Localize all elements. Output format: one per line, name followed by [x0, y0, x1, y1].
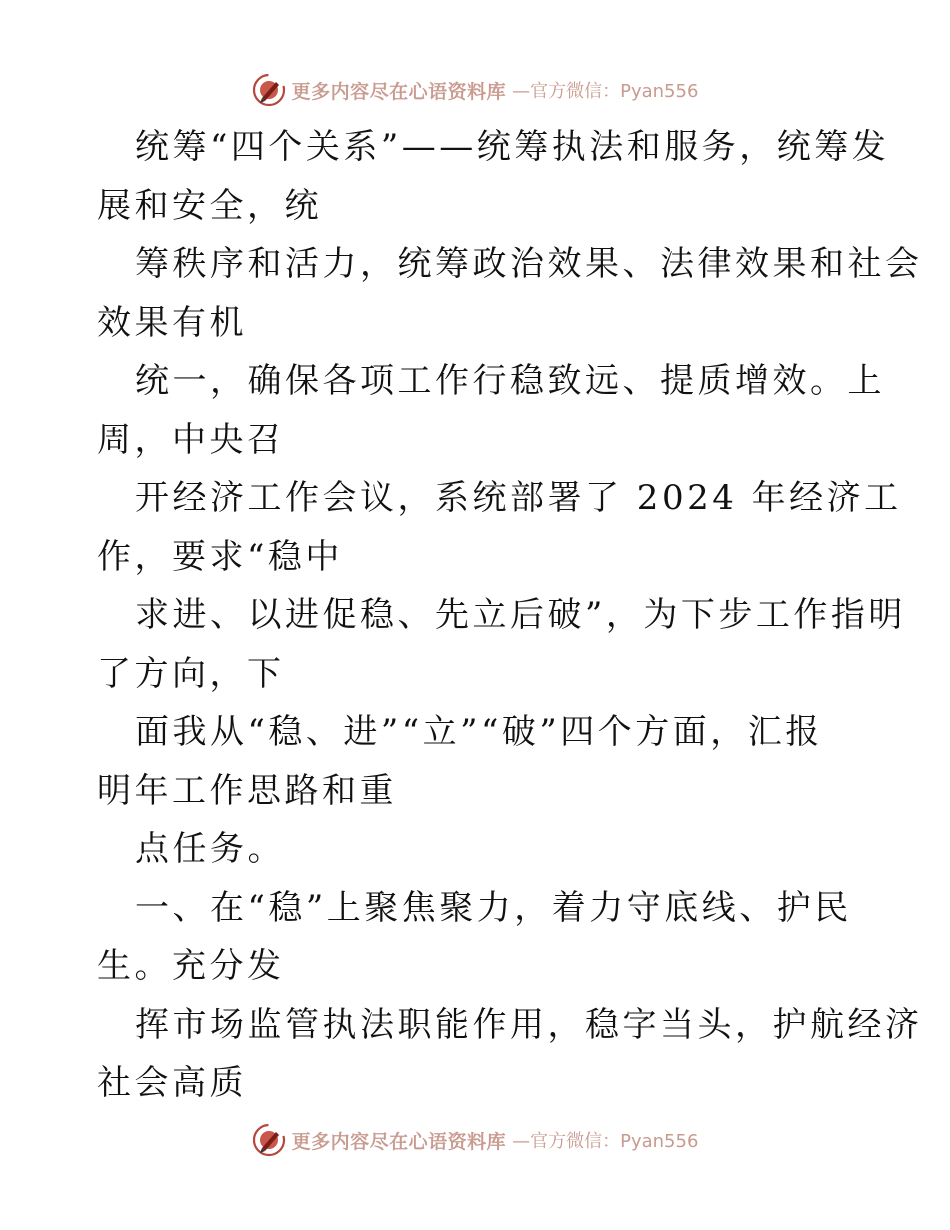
body-line: 一、在“稳”上聚焦聚力，着力守底线、护民 [135, 887, 852, 928]
footer-watermark [0, 1120, 950, 1160]
body-line: 统筹“四个关系”——统筹执法和服务，统筹发 [135, 127, 890, 167]
watermark-main-text: 更多内容尽在心语资料库 [291, 1130, 507, 1153]
body-line: 挥市场监管执法职能作用，稳字当头，护航经济 [135, 1004, 923, 1045]
pen-logo-icon [252, 1123, 286, 1157]
body-line: 效果有机 [97, 302, 247, 343]
body-line: 筹秩序和活力，统筹政治效果、法律效果和社会 [135, 244, 923, 284]
body-line: 点任务。 [135, 829, 285, 869]
body-line: 生。充分发 [97, 946, 285, 986]
body-line: 展和安全，统 [97, 185, 322, 226]
body-line: 了方向，下 [97, 653, 285, 694]
body-line: 求进、以进促稳、先立后破”，为下步工作指明 [135, 595, 906, 635]
document-body [97, 118, 923, 1113]
body-line: 统一，确保各项工作行稳致远、提质增效。上 [135, 361, 885, 401]
body-line: 明年工作思路和重 [97, 770, 397, 811]
body-line: 面我从“稳、进”“立”“破”四个方面，汇报 [135, 712, 823, 752]
watermark-sub-text: —官方微信：Pyan556 [512, 1131, 699, 1152]
header-watermark [0, 70, 950, 110]
watermark-main-text: 更多内容尽在心语资料库 [291, 80, 507, 103]
body-line: 社会高质 [97, 1063, 247, 1103]
body-line: 周，中央召 [97, 419, 285, 460]
pen-logo-icon [252, 73, 286, 107]
body-line: 作，要求“稳中 [97, 536, 343, 577]
body-line: 开经济工作会议，系统部署了 2024 年经济工 [135, 478, 902, 518]
watermark-sub-text: —官方微信：Pyan556 [512, 81, 699, 102]
